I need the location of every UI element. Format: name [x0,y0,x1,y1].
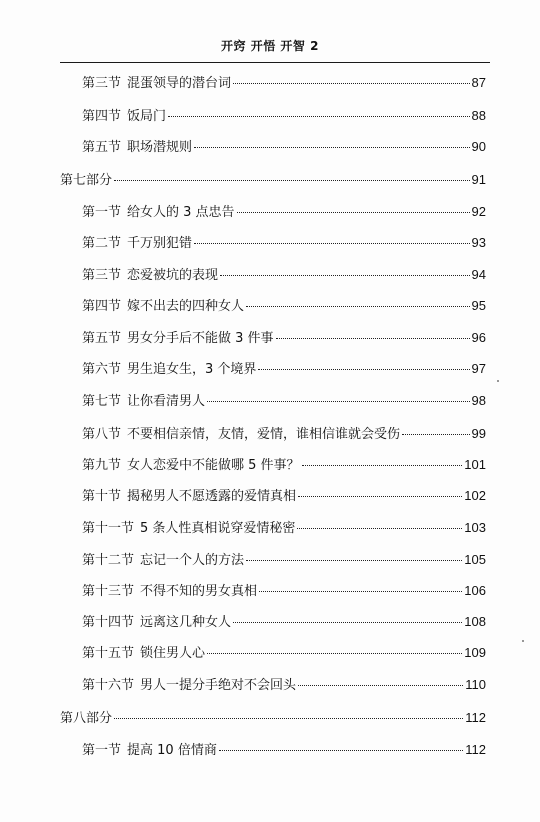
toc-entry-number: 第十三节 [82,584,135,599]
toc-entry-page-number: 96 [471,330,486,345]
toc-entry-page-number: 92 [471,204,486,219]
dot-leader [219,750,463,751]
toc-entry-title: 给女人的 3 点忠告 [127,205,235,220]
dot-leader [233,622,462,623]
toc-part-entry [60,169,486,191]
dot-leader [302,465,463,466]
dot-leader [297,528,462,529]
toc-entry-number: 第三节 [82,76,122,91]
toc-entry-page-number: 102 [464,488,486,503]
toc-entry-title: 嫁不出去的四种女人 [127,299,245,314]
toc-entry-number: 第二节 [82,236,122,251]
toc-entry-page-number: 90 [471,139,486,154]
toc-section-entry [82,423,486,445]
toc-section-entry [82,327,486,349]
toc-section-entry [82,72,486,94]
dot-leader [259,591,462,592]
toc-entry-number: 第十节 [82,489,122,504]
toc-entry-page-number: 106 [464,583,486,598]
dot-leader [402,434,470,435]
toc-entry-title: 5 条人性真相说穿爱情秘密 [140,521,296,536]
dot-leader [114,180,470,181]
toc-entry-page-number: 97 [471,361,486,376]
toc-section-entry [82,611,486,633]
toc-entry-number: 第六节 [82,362,122,377]
toc-entry-page-number: 105 [464,552,486,567]
toc-entry-number: 第十四节 [82,615,135,630]
toc-section-entry [82,201,486,223]
toc-entry-number: 第九节 [82,458,122,473]
toc-entry-title: 混蛋领导的潜台词 [127,76,232,91]
dot-leader [220,275,470,276]
toc-entry-number: 第十五节 [82,646,135,661]
dot-leader [246,306,470,307]
toc-entry-title: 职场潜规则 [127,140,193,155]
dot-leader [233,83,470,84]
toc-entry-page-number: 87 [471,75,486,90]
toc-section-entry [82,674,486,696]
toc-entry-number: 第七节 [82,394,122,409]
toc-entry-title: 男生追女生，3 个境界 [127,362,257,377]
toc-section-entry [82,580,486,602]
toc-entry-title: 千万别犯错 [127,236,193,251]
toc-entry-number: 第四节 [82,109,122,124]
header-rule [60,62,490,63]
scan-speck [497,380,499,382]
toc-entry-title: 锁住男人心 [140,646,206,661]
toc-section-entry [82,136,486,158]
toc-section-entry [82,485,486,507]
dot-leader [276,338,470,339]
toc-section-entry [82,549,486,571]
toc-section-entry [82,517,486,539]
toc-entry-title: 提高 10 倍情商 [127,743,217,758]
toc-part-entry [60,707,486,729]
scan-speck [522,640,524,642]
toc-entry-number: 第四节 [82,299,122,314]
toc-entry-page-number: 103 [464,520,486,535]
running-header: 开窍 开悟 开智 2 [221,39,319,53]
toc-entry-page-number: 93 [471,235,486,250]
dot-leader [237,212,470,213]
toc-entry-number: 第一节 [82,205,122,220]
toc-entry-page-number: 99 [471,426,486,441]
toc-entry-title: 让你看清男人 [127,394,206,409]
dot-leader [168,116,470,117]
toc-entry-number: 第十六节 [82,678,135,693]
toc-entry-page-number: 94 [471,267,486,282]
toc-section-entry [82,264,486,286]
toc-section-entry [82,642,486,664]
dot-leader [258,369,469,370]
toc-entry-page-number: 109 [464,645,486,660]
toc-entry-title: 饭局门 [127,109,167,124]
dot-leader [194,147,470,148]
toc-entry-title: 揭秘男人不愿透露的爱情真相 [127,489,297,504]
toc-entry-page-number: 108 [464,614,486,629]
toc-entry-title: 远离这几种女人 [140,615,232,630]
dot-leader [207,653,462,654]
toc-entry-title: 不要相信亲情，友情，爱情，谁相信谁就会受伤 [127,427,401,442]
dot-leader [246,560,462,561]
toc-entry-page-number: 91 [471,172,486,187]
toc-section-entry [82,358,486,380]
dot-leader [114,718,463,719]
toc-entry-title: 忘记一个人的方法 [140,553,245,568]
dot-leader [298,496,462,497]
toc-entry-title: 男女分手后不能做 3 件事 [127,331,274,346]
toc-entry-number: 第八节 [82,427,122,442]
toc-entry-page-number: 112 [465,742,486,757]
toc-entry-page-number: 112 [465,710,486,725]
toc-section-entry [82,390,486,412]
toc-entry-title: 第七部分 [60,173,113,188]
toc-section-entry [82,295,486,317]
toc-section-entry [82,232,486,254]
toc-entry-title: 男人一提分手绝对不会回头 [140,678,297,693]
toc-entry-page-number: 95 [471,298,486,313]
toc-entry-page-number: 101 [464,457,486,472]
toc-section-entry [82,739,486,761]
toc-entry-page-number: 110 [465,677,486,692]
dot-leader [207,401,470,402]
toc-entry-page-number: 98 [471,393,486,408]
toc-entry-title: 不得不知的男女真相 [140,584,258,599]
toc-entry-number: 第十二节 [82,553,135,568]
toc-entry-number: 第五节 [82,331,122,346]
toc-entry-number: 第五节 [82,140,122,155]
toc-section-entry [82,105,486,127]
dot-leader [194,243,470,244]
toc-entry-number: 第一节 [82,743,122,758]
toc-entry-number: 第十一节 [82,521,135,536]
toc-entry-page-number: 88 [471,108,486,123]
toc-entry-title: 第八部分 [60,711,113,726]
toc-entry-number: 第三节 [82,268,122,283]
dot-leader [298,685,463,686]
toc-section-entry [82,454,486,476]
toc-entry-title: 恋爱被坑的表现 [127,268,219,283]
toc-entry-title: 女人恋爱中不能做哪 5 件事？ [127,458,300,473]
